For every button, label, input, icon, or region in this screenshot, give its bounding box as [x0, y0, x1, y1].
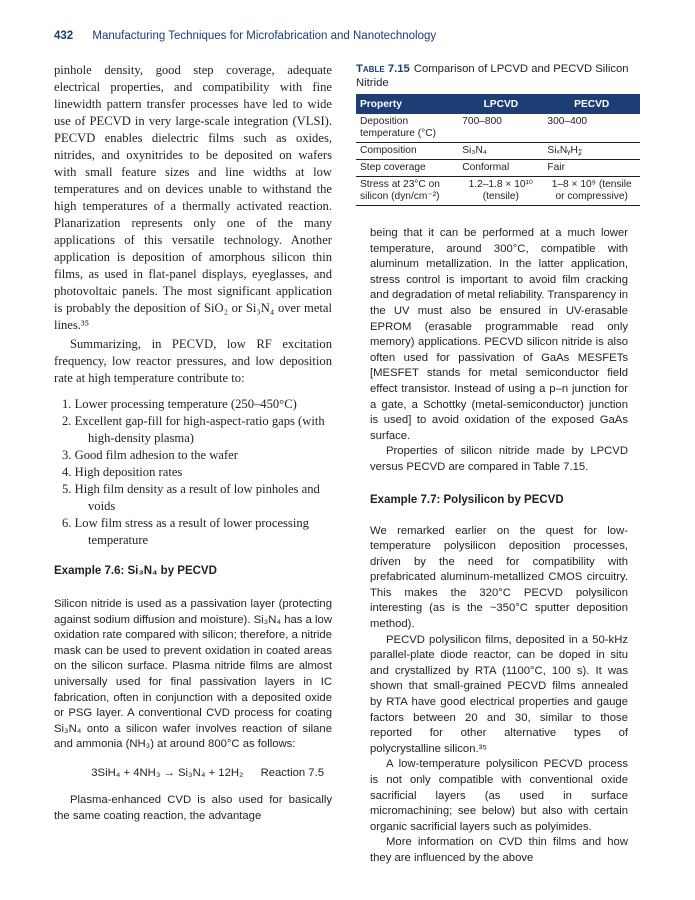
list-item: 3. Good film adhesion to the wafer [62, 448, 238, 462]
list-item: 1. Lower processing temperature (250–450°C) [62, 397, 297, 411]
table-cell: 700–800 [458, 114, 543, 143]
table-cell: Composition [356, 143, 458, 160]
table-caption [356, 62, 640, 90]
body-paragraph: pinhole density, good step coverage, adequate electrical properties, and compatibility with fine linewidth pattern transfer processes have led to wide use of PECVD in very large-scale integration (VLSI). PECVD enables dielectric films such as oxides, nitrides, and oxynitrides to be deposited on wafers with small feature sizes and line widths at low temperatures and on devices unable to withstand the high temperatures of a thermally activated reaction. Planarization represents only one of the many applications of this versatile technology. Another application is deposition of amorphous silicon thin films, as used in flat-panel displays, eyeglasses, and photovoltaic panels. The most significant application is probably the deposition of SiO₂ or Si₃N₄ over metal lines.³⁵ [54, 63, 332, 332]
table-title: Comparison of LPCVD and PECVD Silicon Nitride [356, 63, 629, 89]
header-pecvd: PECVD [543, 94, 640, 114]
table-row [356, 114, 640, 143]
table-cell: Step coverage [356, 160, 458, 177]
table-cell: Fair [543, 160, 640, 177]
advantages-list [54, 396, 332, 549]
body-paragraph: PECVD polysilicon films, deposited in a 50-kHz parallel-plate diode reactor, can be doped in situ and crystallized by RTA (1100°C, 100 s). It was shown that small-grained PECVD films annealed by RTA have good electrical properties and gauge factors between 20 and 30, similar to those reported for other alternative types of polycrystalline silicon.³⁵ [370, 633, 628, 755]
table-7-15 [356, 62, 640, 206]
body-paragraph: Summarizing, in PECVD, low RF excitation frequency, low reactor pressures, and low deposition rate at high temperature contribute to: [54, 337, 332, 385]
right-column [370, 226, 628, 867]
list-item: 6. Low film stress as a result of lower processing temperature [62, 516, 309, 547]
table-number: Table 7.15 [356, 63, 410, 75]
table-row [356, 177, 640, 206]
body-paragraph: A low-temperature polysilicon PECVD process is not only compatible with conventional oxide sacrificial layers (as used in surface micromachining; see below) but also with certain organic sacrificial layers such as polyimides. [370, 758, 628, 833]
body-paragraph: More information on CVD thin films and how they are influenced by the above [370, 836, 628, 864]
list-item: 5. High film density as a result of low pinholes and voids [62, 482, 320, 513]
table-cell: Deposition temperature (°C) [356, 114, 458, 143]
table-cell: 300–400 [543, 114, 640, 143]
running-header [54, 30, 436, 42]
comparison-table [356, 94, 640, 206]
example-paragraph: Silicon nitride is used as a passivation layer (protecting against sodium diffusion and moisture). Si₃N₄ has a low oxidation rate compared with silicon; therefore, a nitride mask can be used to prevent oxidation in coated areas on the silicon surface. Plasma nitride films are almost universally used for final passivation layers in IC fabrication, often in conjunction with a deposited oxide or PSG layer. A conventional CVD process for coating Si₃N₄ onto a silicon wafer involves reaction of silane and ammonia (NH₃) at around 800°C as follows: [54, 598, 332, 751]
left-column [54, 62, 332, 824]
table-cell: 1–8 × 10⁹ (tensile or compressive) [543, 177, 640, 206]
table-cell: Si₃N₄ [458, 143, 543, 160]
reaction-formula: 3SiH₄ + 4NH₃ → Si₃N₄ + 12H₂ [91, 766, 244, 779]
example-heading: Example 7.6: Si₃N₄ by PECVD [54, 565, 217, 577]
table-cell: 1.2–1.8 × 10¹⁰ (tensile) [458, 177, 543, 206]
table-cell: SiₓNᵧH𝓏 [543, 143, 640, 160]
table-row [356, 160, 640, 177]
example-heading: Example 7.7: Polysilicon by PECVD [370, 493, 564, 506]
table-row [356, 143, 640, 160]
body-paragraph: Plasma-enhanced CVD is also used for basically the same coating reaction, the advantage [54, 793, 332, 822]
page-number: 432 [54, 30, 74, 42]
body-paragraph: Properties of silicon nitride made by LPCVD versus PECVD are compared in Table 7.15. [370, 445, 628, 473]
table-header-row [356, 94, 640, 114]
body-paragraph: We remarked earlier on the quest for low-temperature polysilicon deposition processes, driven by the need for compatibility with prefabricated aluminum-metallized CMOS circuitry. This makes the 320°C PECVD polysilicon interesting (as is the ~350°C sputter deposition method). [370, 524, 628, 631]
reaction-equation [54, 767, 332, 779]
table-cell: Stress at 23°C on silicon (dyn/cm⁻²) [356, 177, 458, 206]
reaction-label: Reaction 7.5 [260, 766, 324, 779]
list-item: 2. Excellent gap-fill for high-aspect-ratio gaps (with high-density plasma) [62, 414, 325, 445]
body-paragraph: being that it can be performed at a much lower temperature, around 300°C, compatible with aluminum metallization. In the latter application, stress control is important to avoid film cracking and degradation of metal reliability. Transparency in the UV must also be ensured in UV-erasable EPROM (erasable programmable read only memory) applications. PECVD silicon nitride is also often used for passivation of GaAs MESFETs [MESFET stands for metal semiconductor field effect transistor. Instead of using a p–n junction for a gate, a Schottky (metal-semiconductor) junction is used] to avoid oxidation of the exposed GaAs surface. [370, 227, 628, 442]
list-item: 4. High deposition rates [62, 465, 183, 479]
running-title: Manufacturing Techniques for Microfabrication and Nanotechnology [92, 30, 437, 42]
table-cell: Conformal [458, 160, 543, 177]
header-lpcvd: LPCVD [458, 94, 543, 114]
header-property: Property [356, 94, 458, 114]
